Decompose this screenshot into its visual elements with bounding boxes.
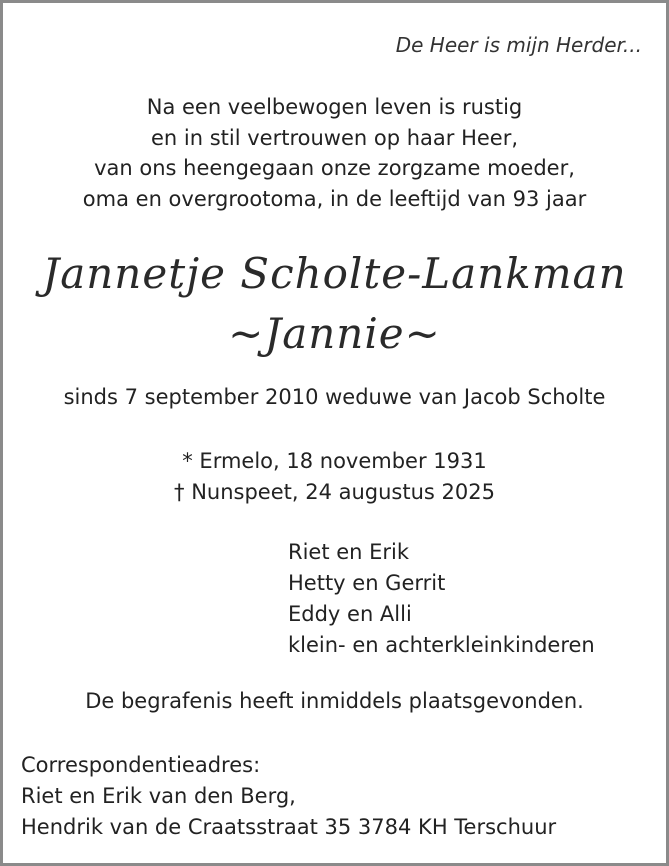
intro-line: en in stil vertrouwen op haar Heer, — [150, 125, 519, 150]
address-label: Correspondentieadres: — [21, 753, 261, 777]
family-member: Hetty en Gerrit — [288, 571, 446, 595]
funeral-note: De begrafenis heeft inmiddels plaatsgevonden. — [85, 689, 584, 713]
widow-line: sinds 7 september 2010 weduwe van Jacob Scholte — [63, 385, 606, 409]
intro-line: van ons heengegaan onze zorgzame moeder, — [94, 156, 575, 180]
family-member: Riet en Erik — [288, 540, 410, 564]
address-name: Riet en Erik van den Berg, — [21, 784, 296, 808]
address-street: Hendrik van de Craatsstraat 35 3784 KH Terschuur — [21, 815, 557, 839]
deceased-full-name: Jannetje Scholte-Lankman — [42, 249, 627, 298]
deceased-nickname: ~Jannie~ — [228, 309, 441, 358]
motto: De Heer is mijn Herder... — [395, 33, 642, 57]
birth-line: * Ermelo, 18 november 1931 — [182, 449, 487, 473]
life-dates — [3, 446, 666, 508]
intro-line: Na een veelbewogen leven is rustig — [146, 95, 523, 119]
family-member: Eddy en Alli — [288, 602, 412, 626]
family-member: klein- en achterkleinkinderen — [288, 633, 595, 657]
intro-line: oma en overgrootoma, in de leeftijd van 93 jaar — [82, 186, 587, 211]
correspondence-address — [21, 750, 556, 843]
intro-text — [3, 92, 666, 214]
death-line: † Nunspeet, 24 augustus 2025 — [174, 480, 495, 504]
family-list — [288, 537, 595, 661]
